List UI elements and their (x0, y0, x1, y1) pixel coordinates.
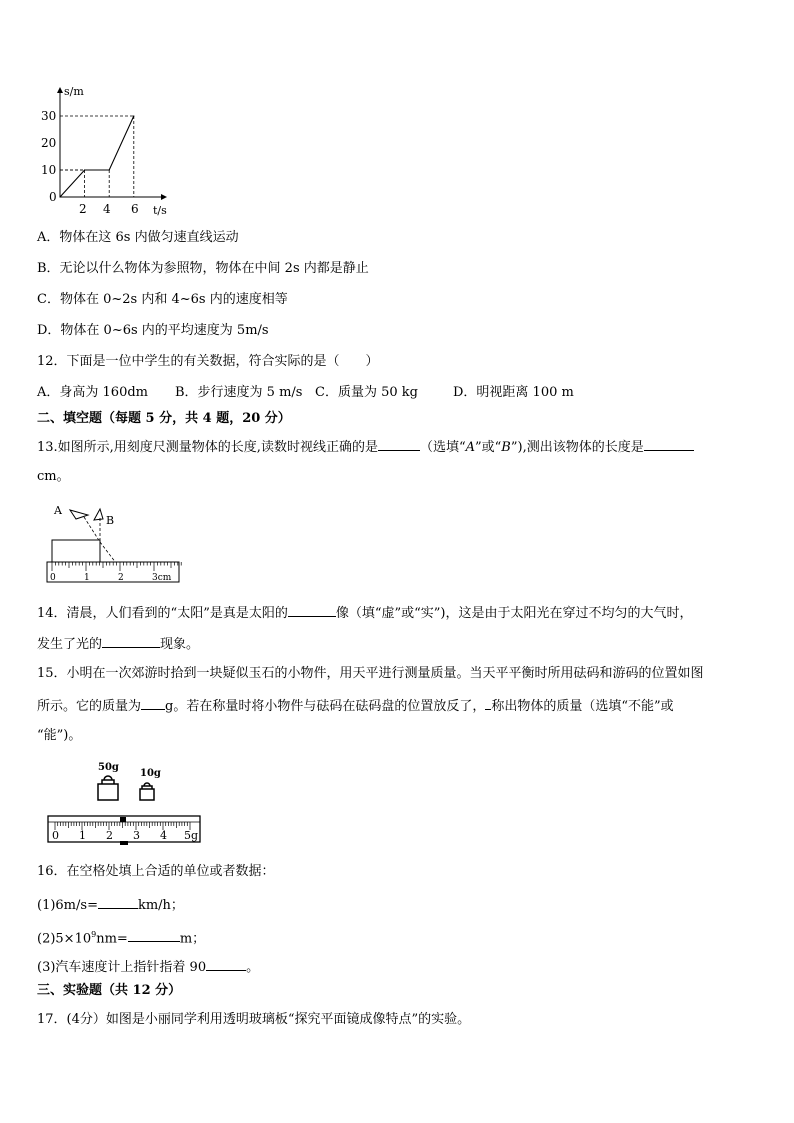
scale-label-4: 4 (160, 829, 167, 842)
q13-opt-b: B (501, 440, 511, 455)
q15-line1: 15．小明在一次郊游时拾到一块疑似玉石的小物件，用天平进行测量质量。当天平平衡时所用砝码和游码的位置如图 (37, 666, 704, 681)
sight-line-a-ext (100, 542, 116, 563)
data-point (133, 115, 134, 116)
eye-b-icon (94, 509, 103, 520)
sight-line-a (84, 517, 100, 542)
q16-s1b: km/h； (137, 898, 184, 913)
rider-bottom (120, 841, 128, 845)
q12-option-d: D．明视距离 100 m (453, 385, 574, 400)
rider-top (120, 817, 126, 822)
weight-10g-label: 10g (140, 768, 161, 779)
section3-title: 三、实验题（共 12 分） (37, 983, 182, 998)
data-point (59, 196, 60, 197)
data-point (84, 169, 85, 170)
x-tick-4: 4 (103, 202, 111, 216)
ruler-label-1: 1 (84, 573, 90, 583)
scale-label-5: 5g (184, 829, 199, 842)
q14-blank1 (288, 604, 336, 617)
q15-text3: g。若在称量时将小物件与砝码在砝码盘的位置放反了， (165, 699, 486, 714)
q14-text4: 现象。 (160, 637, 200, 652)
q11-option-c: C．物体在 0~2s 内和 4~6s 内的速度相等 (37, 292, 288, 307)
x-tick-6: 6 (131, 202, 139, 216)
y-axis-label: s/m (64, 85, 84, 98)
q12-option-c: C．质量为 50 kg (315, 385, 418, 400)
q15-text2: 所示。它的质量为 (37, 699, 142, 714)
q12-stem: 12．下面是一位中学生的有关数据，符合实际的是（ ） (37, 354, 379, 369)
q13-text3: ”或“ (475, 440, 502, 455)
q12-option-b: B．步行速度为 5 m/s (175, 385, 303, 400)
q16-s2exp: 9 (91, 930, 97, 939)
section2-title: 二、填空题（每题 5 分，共 4 题，20 分） (37, 411, 291, 426)
q11-option-a: A．物体在这 6s 内做匀速直线运动 (37, 230, 239, 245)
data-point (109, 169, 110, 170)
q14-text1: 14．清晨，人们看到的“太阳”是真是太阳的 (37, 606, 288, 621)
ruler-label-2: 2 (118, 573, 124, 583)
q16-blank1 (98, 896, 138, 909)
balance-figure (44, 756, 204, 850)
q16-sub1 (37, 896, 184, 914)
q16-s2a: (2)5×10 (37, 931, 92, 947)
q11-option-d: D．物体在 0~6s 内的平均速度为 5m/s (37, 323, 269, 338)
q15-line3: “能”)。 (37, 728, 82, 743)
s-t-line (60, 116, 134, 197)
q17-stem: 17．(4分）如图是小丽同学利用透明玻璃板“探究平面镜成像特点”的实验。 (37, 1012, 471, 1027)
x-tick-2: 2 (79, 202, 87, 216)
y-tick-0: 0 (49, 190, 57, 204)
q14-line2 (37, 635, 199, 653)
ruler-label-3: 3cm (152, 573, 172, 583)
x-axis-label: t/s (153, 204, 167, 217)
label-a: A (54, 504, 62, 517)
q16-stem: 16．在空格处填上合适的单位或者数据： (37, 864, 275, 879)
q16-s3b: 。 (246, 960, 260, 975)
q12-option-a: A．身高为 160dm (37, 385, 148, 400)
q15-blank1 (141, 697, 165, 710)
weight-50g-icon (98, 776, 118, 800)
ruler-figure (44, 500, 184, 588)
label-b: B (106, 514, 115, 527)
y-tick-20: 20 (41, 136, 57, 150)
y-tick-30: 30 (41, 109, 57, 123)
q15-line2 (37, 697, 674, 715)
ruler-label-0: 0 (50, 573, 56, 583)
weight-50g-label: 50g (98, 762, 119, 773)
q16-sub2 (37, 927, 205, 947)
q14-line1 (37, 604, 693, 622)
q14-blank2 (102, 635, 160, 648)
weight-10g-icon (140, 783, 154, 800)
eye-a-icon (70, 510, 88, 519)
scale-label-0: 0 (52, 829, 59, 842)
q13-blank1 (378, 438, 420, 451)
q14-text3: 发生了光的 (37, 637, 103, 652)
q16-s2b: nm= (96, 931, 128, 947)
q13-text1: 13.如图所示,用刻度尺测量物体的长度,读数时视线正确的是 (37, 440, 378, 455)
measured-object (52, 540, 100, 562)
q13-unit: cm。 (37, 469, 70, 484)
q14-text2: 像（填“虚”或“实”)，这是由于太阳光在穿过不均匀的大气时， (335, 606, 693, 621)
q16-s1a: (1)6m/s= (37, 898, 98, 913)
q13-opt-a: A (465, 440, 475, 455)
q13-blank2 (644, 438, 694, 451)
scale-label-3: 3 (133, 829, 140, 842)
q16-sub3 (37, 958, 259, 976)
q15-text4: 称出物体的质量（选填“不能”或 (491, 699, 674, 714)
s-t-graph (36, 80, 176, 220)
q16-blank3 (206, 958, 246, 971)
q13-line1 (37, 438, 694, 456)
scale-label-2: 2 (106, 829, 113, 842)
q13-text2: （选填“ (419, 440, 466, 455)
q13-text4: ”),测出该物体的长度是 (510, 440, 644, 455)
q16-s3a: (3)汽车速度计上指针指着 90 (37, 960, 207, 975)
q11-option-b: B．无论以什么物体为参照物，物体在中间 2s 内都是静止 (37, 261, 369, 276)
q16-s2c: m； (179, 931, 206, 947)
q16-blank2 (128, 929, 180, 942)
scale-label-1: 1 (79, 829, 86, 842)
y-tick-10: 10 (41, 163, 57, 177)
